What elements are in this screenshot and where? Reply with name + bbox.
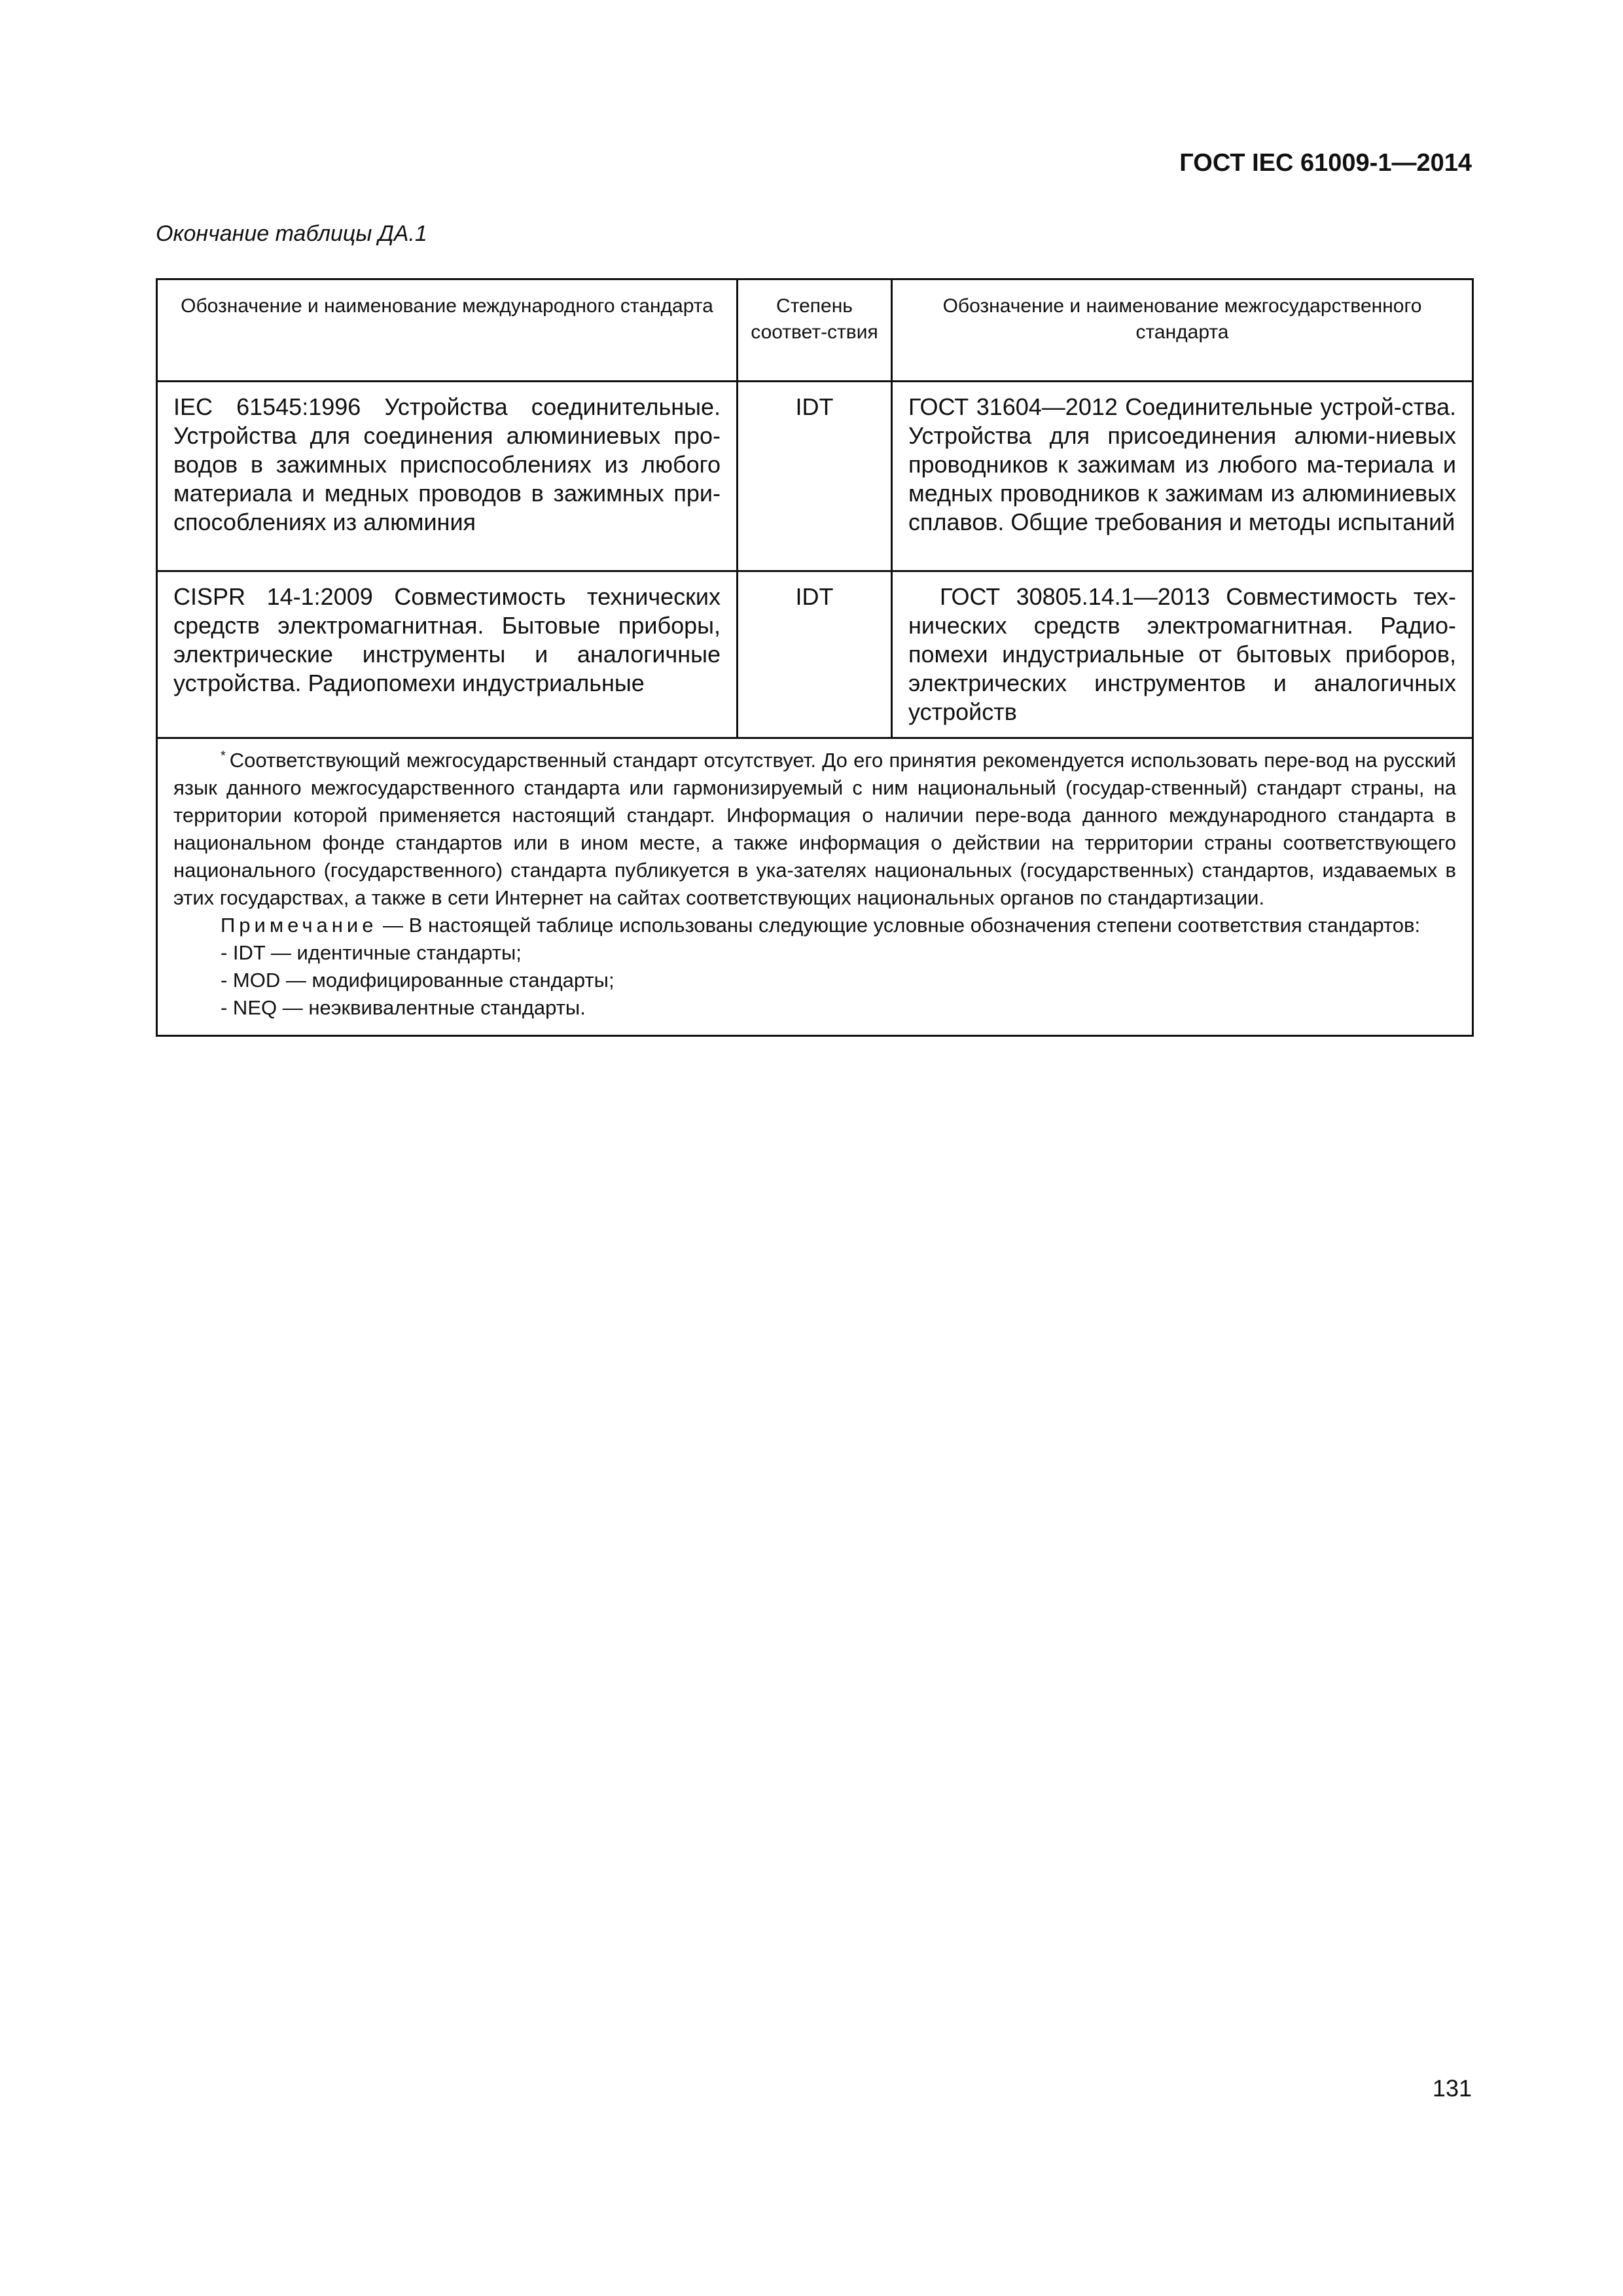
note xyxy=(173,912,1456,939)
footnote xyxy=(173,747,1456,912)
table-notes-cell xyxy=(157,738,1473,1036)
cell-degree: IDT xyxy=(738,382,892,571)
cell-international-standard: IEC 61545:1996 Устройства соединительные. Устройства для соединения алюминиевых про-водов в зажимных приспособлениях из любого материала и медных проводов в зажимных при-способлениях из алюминия xyxy=(157,382,738,571)
table-header-row xyxy=(157,279,1473,382)
note-list-item: - NEQ — неэквивалентные стандарты. xyxy=(221,996,586,1019)
table-caption: Окончание таблицы ДА.1 xyxy=(156,221,427,246)
cell-interstate-standard: ГОСТ 30805.14.1—2013 Совместимость тех-нических средств электромагнитная. Радио-помехи индустриальные от бытовых приборов, электрических инструментов и аналогичных устройств xyxy=(892,571,1473,738)
table-row xyxy=(157,382,1473,571)
page-number: 131 xyxy=(1432,2075,1472,2102)
column-header-interstate: Обозначение и наименование межгосударственного стандарта xyxy=(892,279,1473,382)
cell-international-standard: CISPR 14-1:2009 Совместимость технических средств электромагнитная. Бытовые приборы, электрические инструменты и аналогичные устройства. Радиопомехи индустриальные xyxy=(157,571,738,738)
note-label: Примечание xyxy=(221,914,378,937)
note-list-item: - MOD — модифицированные стандарты; xyxy=(221,969,615,992)
table-notes-row xyxy=(157,738,1473,1036)
document-code: ГОСТ IEC 61009-1—2014 xyxy=(1179,149,1472,177)
column-header-degree: Степень соответ-ствия xyxy=(738,279,892,382)
note-text: — В настоящей таблице использованы следующие условные обозначения степени соответствия стандартов: xyxy=(377,914,1421,937)
table-row xyxy=(157,571,1473,738)
column-header-international: Обозначение и наименование международного стандарта xyxy=(157,279,738,382)
footnote-marker: * xyxy=(221,748,226,763)
standards-correspondence-table xyxy=(156,278,1474,1037)
cell-degree: IDT xyxy=(738,571,892,738)
footnote-text: Соответствующий межгосударственный стандарт отсутствует. До его принятия рекомендуется использовать пере-вод на русский язык данного межгосударственного стандарта или гармонизируемый с ним национальный (государ-ственный) стандарт страны, на территории которой применяется настоящий стандарт. Информация о наличии пере-вода данного международного стандарта в национальном фонде стандартов или в ином месте, а также информация о действии на территории страны соответствующего национального (государственного) стандарта публикуется в ука-зателях национальных (государственных) стандартов, издаваемых в этих государствах, а также в сети Интернет на сайтах соответствующих национальных органов по стандартизации. xyxy=(173,749,1456,909)
note-list-item: - IDT — идентичные стандарты; xyxy=(221,941,522,964)
cell-interstate-standard: ГОСТ 31604—2012 Соединительные устрой-ства. Устройства для присоединения алюми-ниевых проводников к зажимам из любого ма-териала и медных проводников к зажимам из алюминиевых сплавов. Общие требования и методы испытаний xyxy=(892,382,1473,571)
